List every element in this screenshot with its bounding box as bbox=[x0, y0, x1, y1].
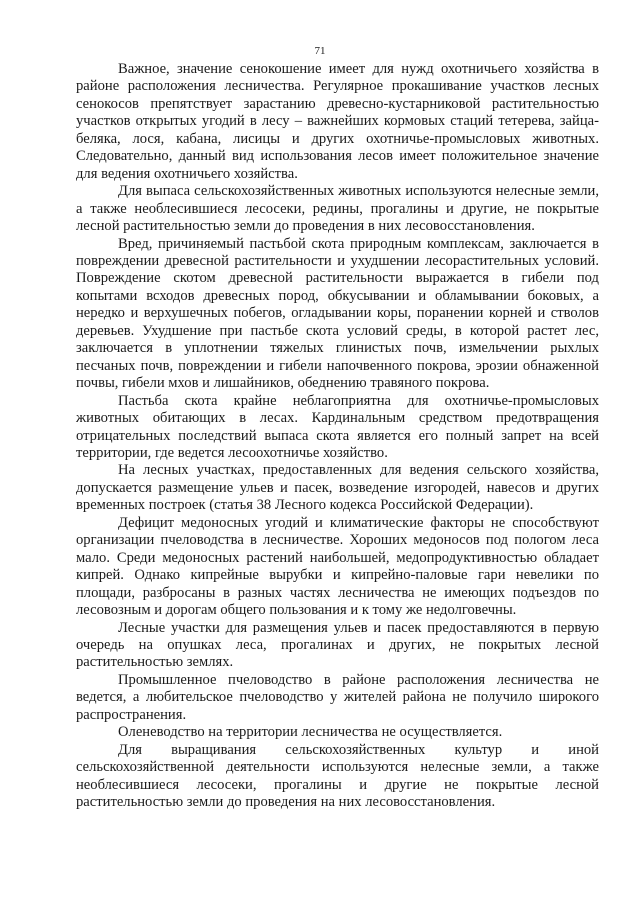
page-number: 71 bbox=[314, 45, 326, 57]
paragraph-honey-plants: Дефицит медоносных угодий и климатические факторы не способствуют организации пчеловодства в лесничестве. Хороших медоносов под пологом леса мало. Среди медоносных растений наибольшей, медопродуктивностью обладает кипрей. Однако кипрейные вырубки и кипрейно-паловые гари невелики по площади, разбросаны в разных частях лесничества не имеющих подъездов по лесовозным и дорогам общего пользования и к тому же недолговечны. bbox=[76, 514, 599, 619]
paragraph-crops: Для выращивания сельскохозяйственных культур и иной сельскохозяйственной деятельности используются нелесные земли, а также необлесившиеся лесосеки, прогалины и другие не покрытые лесной растительностью земли до проведения на них лесовосстановления. bbox=[76, 741, 599, 811]
paragraph-beekeeping: Промышленное пчеловодство в районе расположения лесничества не ведется, а любительское пчеловодство у жителей района не получило широкого распространения. bbox=[76, 671, 599, 723]
paragraph-grazing-hunting: Пастьба скота крайне неблагоприятна для охотничье-промысловых животных обитающих в лесах. Кардинальным средством предотвращения отрицательных последствий выпаса скота является его полный запрет на всей территории, где ведется лесоохотничье хозяйство. bbox=[76, 392, 599, 461]
paragraph-apiary-placement: На лесных участках, предоставленных для ведения сельского хозяйства, допускается размещение ульев и пасек, возведение изгородей, навесов и других временных построек (статья 38 Лесного кодекса Российской Федерации). bbox=[76, 462, 599, 514]
body-text bbox=[76, 61, 599, 811]
paragraph-apiary-sites: Лесные участки для размещения ульев и пасек предоставляются в первую очередь на опушках леса, прогалинах и других, не покрытых лесной растительностью землях. bbox=[76, 619, 599, 671]
paragraph-reindeer: Оленеводство на территории лесничества не осуществляется. bbox=[118, 724, 503, 741]
paragraph-haymaking: Важное, значение сенокошение имеет для нужд охотничьего хозяйства в районе расположения лесничества. Регулярное прокашивание участков лесных сенокосов препятствует зарастанию древесно-кустарниковой растительностью участков открытых угодий в лесу – важнейших кормовых стаций тетерева, зайца-беляка, лося, кабана, лисицы и других охотничье-промысловых животных. Следовательно, данный вид использования лесов имеет положительное значение для ведения охотничьего хозяйства. bbox=[76, 61, 599, 182]
paragraph-grazing-lands: Для выпаса сельскохозяйственных животных используются нелесные земли, а также необлесившиеся лесосеки, редины, прогалины и другие, не покрытые лесной растительностью земли до проведения в них лесовосстановления. bbox=[76, 183, 599, 235]
paragraph-grazing-harm: Вред, причиняемый пастьбой скота природным комплексам, заключается в повреждении древесной растительности и ухудшении лесорастительных условий. Повреждение скотом древесной растительности выражается в гибели под копытами всходов древесных пород, обкусывании и обламывании боковых, а нередко и верхушечных побегов, огладывании коры, поранении корней и стволов деревьев. Ухудшение при пастьбе скота условий среды, в которой растет лес, заключается в уплотнении тяжелых глинистых почв, измельчении рыхлых песчаных почв, повреждении и гибели напочвенного покрова, эрозии обнаженной почвы, гибели мхов и лишайников, обеднению травяного покрова. bbox=[76, 235, 599, 392]
